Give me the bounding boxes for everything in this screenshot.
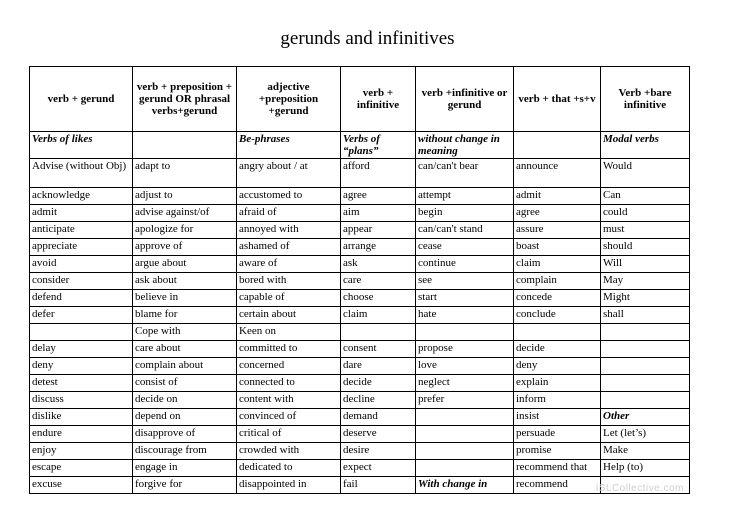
table-cell: afraid of (237, 205, 341, 222)
table-cell: anticipate (30, 222, 133, 239)
table-row (30, 307, 690, 324)
table-cell: dare (341, 358, 416, 375)
table-cell: defend (30, 290, 133, 307)
table-cell: insist (514, 409, 601, 426)
table-cell: announce (514, 159, 601, 188)
table-row (30, 409, 690, 426)
table-cell: should (601, 239, 690, 256)
table-cell (416, 443, 514, 460)
table-cell: content with (237, 392, 341, 409)
table-cell: endure (30, 426, 133, 443)
table-cell: argue about (133, 256, 237, 273)
table-cell: disappointed in (237, 477, 341, 494)
table-cell: annoyed with (237, 222, 341, 239)
table-cell: conclude (514, 307, 601, 324)
table-cell: crowded with (237, 443, 341, 460)
column-header: Verb +bare infinitive (601, 67, 690, 132)
table-cell: appear (341, 222, 416, 239)
table-cell: ashamed of (237, 239, 341, 256)
table-row (30, 222, 690, 239)
table-cell: Might (601, 290, 690, 307)
gerunds-infinitives-table (29, 66, 690, 494)
table-cell: Other (601, 409, 690, 426)
category-cell: Verbs of likes (30, 132, 133, 159)
table-cell: deny (514, 358, 601, 375)
table-cell: dedicated to (237, 460, 341, 477)
table-row (30, 375, 690, 392)
table-cell: consist of (133, 375, 237, 392)
table-cell (416, 324, 514, 341)
table-cell: advise against/of (133, 205, 237, 222)
table-cell: claim (341, 307, 416, 324)
table-cell: deserve (341, 426, 416, 443)
table-cell: see (416, 273, 514, 290)
column-header: adjective +preposition +gerund (237, 67, 341, 132)
table-cell: aim (341, 205, 416, 222)
table-cell (601, 324, 690, 341)
table-row (30, 460, 690, 477)
table-cell: With change in (416, 477, 514, 494)
category-cell: without change in meaning (416, 132, 514, 159)
category-cell (133, 132, 237, 159)
table-cell: apologize for (133, 222, 237, 239)
table-row (30, 358, 690, 375)
table-cell: critical of (237, 426, 341, 443)
table-row (30, 205, 690, 222)
table-row (30, 341, 690, 358)
table-cell: arrange (341, 239, 416, 256)
table-cell: delay (30, 341, 133, 358)
table-cell: shall (601, 307, 690, 324)
table-body (30, 132, 690, 494)
table-cell: must (601, 222, 690, 239)
table-cell: boast (514, 239, 601, 256)
table-cell: convinced of (237, 409, 341, 426)
category-cell: Be-phrases (237, 132, 341, 159)
table-cell (341, 324, 416, 341)
column-header: verb + that +s+v (514, 67, 601, 132)
column-header: verb + infinitive (341, 67, 416, 132)
table-cell: Let (let’s) (601, 426, 690, 443)
table-cell: fail (341, 477, 416, 494)
table-cell: discuss (30, 392, 133, 409)
category-cell (514, 132, 601, 159)
table-cell: admit (30, 205, 133, 222)
table-cell: choose (341, 290, 416, 307)
table-cell (30, 324, 133, 341)
table-cell: care about (133, 341, 237, 358)
table-cell: approve of (133, 239, 237, 256)
table-cell: Advise (without Obj) (30, 159, 133, 188)
table-cell: committed to (237, 341, 341, 358)
table-cell: forgive for (133, 477, 237, 494)
table-cell: depend on (133, 409, 237, 426)
table-cell: admit (514, 188, 601, 205)
table-cell: love (416, 358, 514, 375)
table-row (30, 188, 690, 205)
table-row (30, 324, 690, 341)
table-cell: escape (30, 460, 133, 477)
table-cell: demand (341, 409, 416, 426)
table-cell: adapt to (133, 159, 237, 188)
table-cell: attempt (416, 188, 514, 205)
table-cell (416, 460, 514, 477)
table-row (30, 290, 690, 307)
table-cell: capable of (237, 290, 341, 307)
table-cell: concerned (237, 358, 341, 375)
table-cell (601, 341, 690, 358)
table-cell: neglect (416, 375, 514, 392)
page-title: gerunds and infinitives (280, 28, 455, 49)
table-cell: continue (416, 256, 514, 273)
table-cell: agree (514, 205, 601, 222)
table-cell (601, 358, 690, 375)
table-cell: agree (341, 188, 416, 205)
table-cell: Will (601, 256, 690, 273)
table-cell (416, 426, 514, 443)
table-cell: consider (30, 273, 133, 290)
table-cell (416, 409, 514, 426)
table-cell: complain about (133, 358, 237, 375)
table-cell: adjust to (133, 188, 237, 205)
table-cell: angry about / at (237, 159, 341, 188)
table-cell: desire (341, 443, 416, 460)
table-cell: May (601, 273, 690, 290)
table-cell: care (341, 273, 416, 290)
table-cell: decline (341, 392, 416, 409)
table-cell: detest (30, 375, 133, 392)
table-cell: can/can't stand (416, 222, 514, 239)
table-cell: Keen on (237, 324, 341, 341)
table-cell: decide (341, 375, 416, 392)
table-cell: claim (514, 256, 601, 273)
table-cell (601, 392, 690, 409)
table-cell: disapprove of (133, 426, 237, 443)
table-cell: can/can't bear (416, 159, 514, 188)
header-row (30, 67, 690, 132)
column-header: verb +infinitive or gerund (416, 67, 514, 132)
table-row (30, 392, 690, 409)
table-cell (514, 324, 601, 341)
table-cell: bored with (237, 273, 341, 290)
category-row (30, 132, 690, 159)
table-cell: decide (514, 341, 601, 358)
table-row (30, 426, 690, 443)
table-cell: explain (514, 375, 601, 392)
table-cell: deny (30, 358, 133, 375)
table-cell: certain about (237, 307, 341, 324)
table-cell: concede (514, 290, 601, 307)
table-cell: decide on (133, 392, 237, 409)
table-cell: Help (to) (601, 460, 690, 477)
table-cell: Make (601, 443, 690, 460)
table-row (30, 443, 690, 460)
table-cell: acknowledge (30, 188, 133, 205)
table-cell: dislike (30, 409, 133, 426)
table-cell: persuade (514, 426, 601, 443)
column-header: verb + gerund (30, 67, 133, 132)
table-cell: hate (416, 307, 514, 324)
table-cell: accustomed to (237, 188, 341, 205)
table-cell: Would (601, 159, 690, 188)
table-cell: connected to (237, 375, 341, 392)
table-cell: assure (514, 222, 601, 239)
category-cell: Verbs of “plans” (341, 132, 416, 159)
table-cell: recommend that (514, 460, 601, 477)
category-cell: Modal verbs (601, 132, 690, 159)
table-cell: start (416, 290, 514, 307)
table-row (30, 273, 690, 290)
table-cell: blame for (133, 307, 237, 324)
table-cell: consent (341, 341, 416, 358)
table-row (30, 477, 690, 494)
table-row (30, 239, 690, 256)
table-cell: begin (416, 205, 514, 222)
table-cell: believe in (133, 290, 237, 307)
table-cell: prefer (416, 392, 514, 409)
watermark: iSLCollective.com (596, 483, 684, 494)
table-cell: Can (601, 188, 690, 205)
table-cell: recommend (514, 477, 601, 494)
table-cell: discourage from (133, 443, 237, 460)
table-cell: excuse (30, 477, 133, 494)
table-cell: ask about (133, 273, 237, 290)
table-cell: Cope with (133, 324, 237, 341)
table-cell: defer (30, 307, 133, 324)
table-cell (601, 375, 690, 392)
table-cell: complain (514, 273, 601, 290)
table-cell: expect (341, 460, 416, 477)
table-cell: propose (416, 341, 514, 358)
table-cell: inform (514, 392, 601, 409)
table-cell: could (601, 205, 690, 222)
table-cell: appreciate (30, 239, 133, 256)
column-header: verb + preposition + gerund OR phrasal verbs+gerund (133, 67, 237, 132)
table-cell: promise (514, 443, 601, 460)
table-cell: aware of (237, 256, 341, 273)
table-row (30, 256, 690, 273)
table-row (30, 159, 690, 188)
table-cell: cease (416, 239, 514, 256)
table-cell: engage in (133, 460, 237, 477)
table-cell: avoid (30, 256, 133, 273)
table-cell: afford (341, 159, 416, 188)
table-cell: ask (341, 256, 416, 273)
table-cell: enjoy (30, 443, 133, 460)
